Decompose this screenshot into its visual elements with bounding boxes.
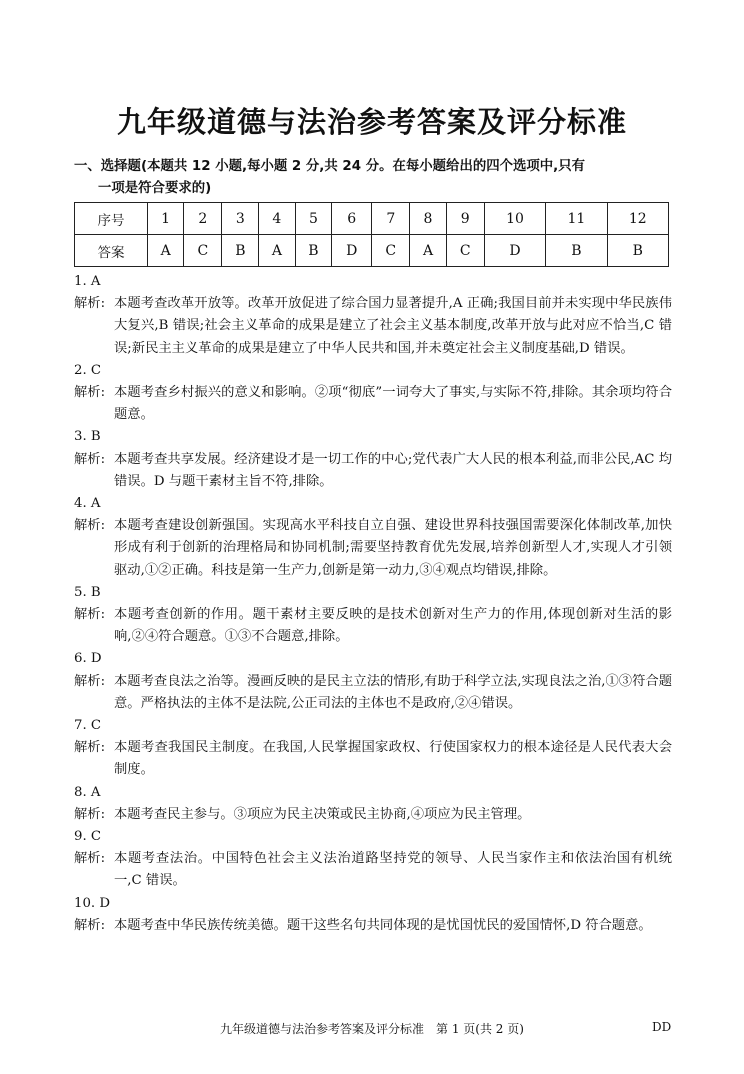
- question-block: [74, 893, 672, 937]
- explanation-label: 解析:: [74, 806, 106, 822]
- number-cell: 9: [446, 203, 484, 235]
- explanation-text: 本题考查共享发展。经济建设才是一切工作的中心;党代表广大人民的根本利益,而非公民,AC 均错误。D 与题干素材主旨不符,排除。: [114, 451, 672, 489]
- row-label-answer: 答案: [75, 235, 148, 267]
- section-heading-line1: 一、选择题(本题共 12 小题,每小题 2 分,共 24 分。在每小题给出的四个选项中,只有: [74, 159, 586, 174]
- number-cell: 10: [484, 203, 545, 235]
- answer-cell: D: [332, 235, 372, 267]
- question-block: [74, 582, 672, 649]
- explanation-label: 解析:: [74, 851, 106, 867]
- number-cell: 7: [372, 203, 410, 235]
- question-block: [74, 271, 672, 360]
- answer-cell: A: [259, 235, 295, 267]
- question-block: [74, 360, 672, 427]
- explanation-label: 解析:: [74, 451, 106, 467]
- explanation-text: 本题考查创新的作用。题干素材主要反映的是技术创新对生产力的作用,体现创新对生活的影响,②④符合题意。①③不合题意,排除。: [114, 606, 672, 645]
- section-heading: [74, 156, 674, 200]
- explanation-text: 本题考查改革开放等。改革开放促进了综合国力显著提升,A 正确;我国目前并未实现中华民族伟大复兴,B 错误;社会主义革命的成果是建立了社会主义基本制度,改革开放与此对应不恰当,C 错误;新民主主义革命的成果是建立了中华人民共和国,并未奠定社会主义制度基础,D 错误。: [114, 296, 672, 356]
- question-answer: 8. A: [74, 784, 101, 800]
- answer-cell: C: [446, 235, 484, 267]
- question-block: [74, 426, 672, 493]
- explanation-text: 本题考查建设创新强国。实现高水平科技自立自强、建设世界科技强国需要深化体制改革,加快形成有利于创新的治理格局和协同机制;需要坚持教育优先发展,培养创新型人才,实现人才引领驱动,①②正确。科技是第一生产力,创新是第一动力,③④观点均错误,排除。: [114, 518, 672, 578]
- explanation-text: 本题考查法治。中国特色社会主义法治道路坚持党的领导、人民当家作主和依法治国有机统一,C 错误。: [114, 851, 672, 889]
- explanation-label: 解析:: [74, 673, 106, 689]
- explanation-text: 本题考查乡村振兴的意义和影响。②项“彻底”一词夸大了事实,与实际不符,排除。其余项均符合题意。: [114, 384, 672, 423]
- page-title: 九年级道德与法治参考答案及评分标准: [116, 105, 627, 139]
- question-answer: 7. C: [74, 717, 102, 733]
- section-heading-line2: 一项是符合要求的): [98, 181, 212, 196]
- question-answer: 6. D: [74, 651, 102, 667]
- answer-cell: D: [484, 235, 545, 267]
- number-cell: 8: [410, 203, 446, 235]
- question-answer: 3. B: [74, 429, 101, 445]
- question-block: [74, 648, 672, 715]
- question-block: [74, 782, 672, 826]
- question-block: [74, 715, 672, 782]
- answer-cell: A: [148, 235, 184, 267]
- explanation-text: 本题考查中华民族传统美德。题干这些名句共同体现的是忧国忧民的爱国情怀,D 符合题意。: [114, 917, 652, 933]
- explanation-label: 解析:: [74, 296, 106, 312]
- answer-table-number-row: [75, 203, 669, 235]
- explanation-label: 解析:: [74, 740, 106, 756]
- answer-cell: B: [607, 235, 668, 267]
- number-cell: 2: [184, 203, 222, 235]
- question-answer: 9. C: [74, 828, 102, 844]
- number-cell: 6: [332, 203, 372, 235]
- question-answer: 4. A: [74, 495, 101, 511]
- explanations: [74, 271, 672, 937]
- explanation-label: 解析:: [74, 384, 106, 400]
- question-block: [74, 493, 672, 582]
- footer-page-info: 九年级道德与法治参考答案及评分标准 第 1 页(共 2 页): [220, 1022, 524, 1036]
- number-cell: 5: [295, 203, 332, 235]
- question-answer: 10. D: [74, 895, 111, 911]
- answer-cell: C: [184, 235, 222, 267]
- number-cell: 11: [546, 203, 607, 235]
- answer-cell: B: [546, 235, 607, 267]
- answer-table: [74, 202, 669, 267]
- number-cell: 12: [607, 203, 668, 235]
- explanation-text: 本题考查良法之治等。漫画反映的是民主立法的情形,有助于科学立法,实现良法之治,①③符合题意。严格执法的主体不是法院,公正司法的主体也不是政府,②④错误。: [114, 673, 672, 711]
- footer-code: DD: [652, 1020, 672, 1034]
- question-answer: 2. C: [74, 362, 102, 378]
- explanation-label: 解析:: [74, 917, 106, 933]
- answer-table-answer-row: [75, 235, 669, 267]
- answer-cell: A: [410, 235, 446, 267]
- answer-cell: C: [372, 235, 410, 267]
- answer-cell: B: [295, 235, 332, 267]
- question-answer: 1. A: [74, 274, 101, 289]
- question-answer: 5. B: [74, 584, 101, 600]
- row-label-number: 序号: [75, 203, 148, 235]
- explanation-label: 解析:: [74, 606, 106, 622]
- number-cell: 4: [259, 203, 295, 235]
- number-cell: 1: [148, 203, 184, 235]
- answer-cell: B: [222, 235, 259, 267]
- question-block: [74, 826, 672, 893]
- explanation-label: 解析:: [74, 518, 106, 534]
- explanation-text: 本题考查我国民主制度。在我国,人民掌握国家政权、行使国家权力的根本途径是人民代表大会制度。: [114, 740, 672, 778]
- explanation-text: 本题考查民主参与。③项应为民主决策或民主协商,④项应为民主管理。: [114, 806, 531, 822]
- number-cell: 3: [222, 203, 259, 235]
